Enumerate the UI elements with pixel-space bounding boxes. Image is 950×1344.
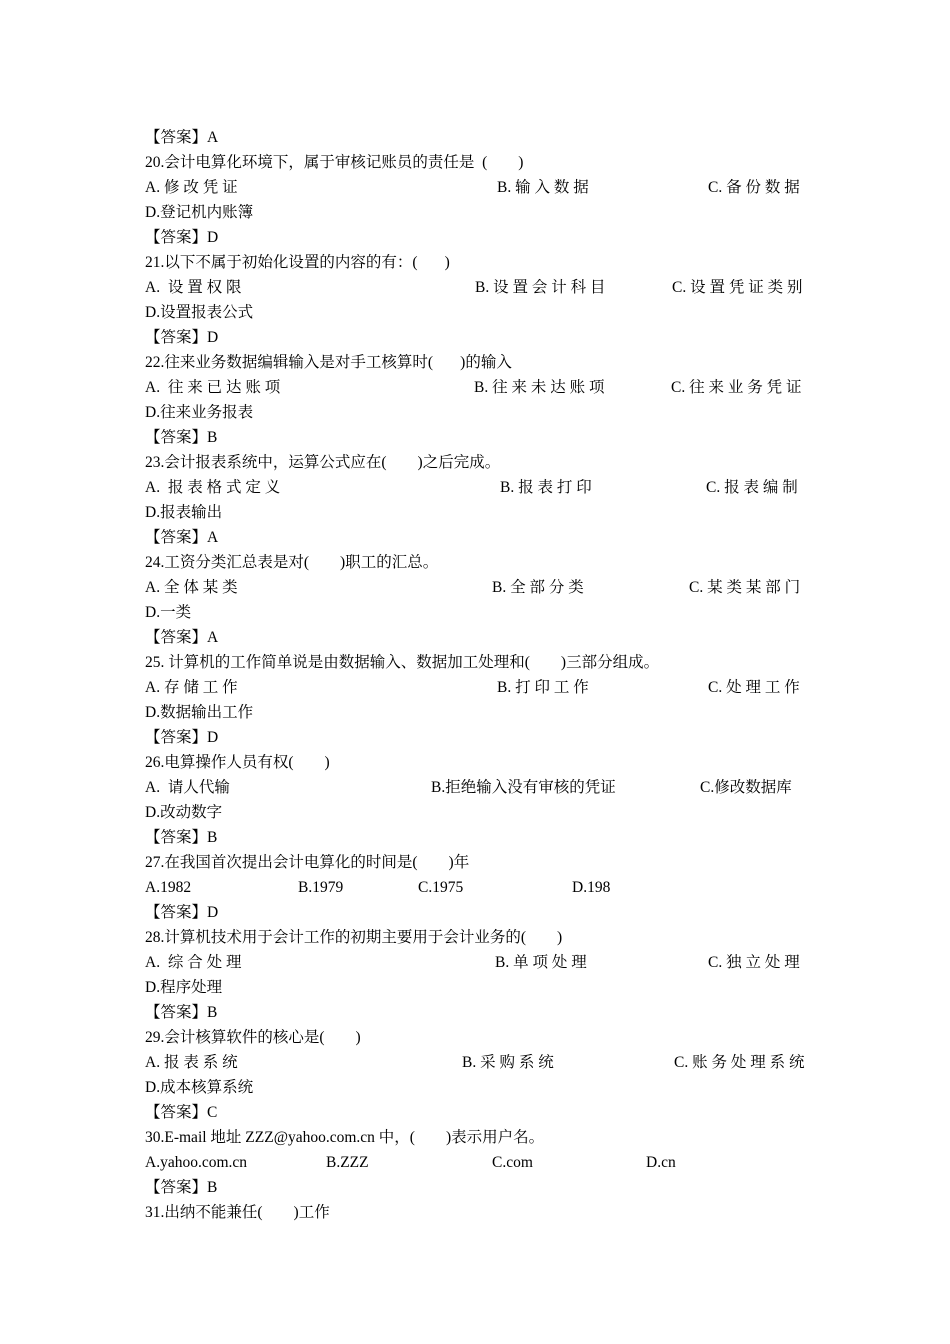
q30-option-a: A.yahoo.com.cn bbox=[145, 1154, 248, 1171]
answer-22: 【答案】B bbox=[145, 429, 218, 446]
q24-option-d: D.一类 bbox=[145, 604, 192, 621]
answer-28: 【答案】B bbox=[145, 1004, 218, 1021]
question-28: 28.计算机技术用于会计工作的初期主要用于会计业务的( ) bbox=[145, 929, 563, 946]
q29-option-a: A. 报 表 系 统 bbox=[145, 1054, 238, 1071]
q20-option-c: C. 备 份 数 据 bbox=[708, 179, 800, 196]
q22-option-c: C. 往 来 业 务 凭 证 bbox=[671, 379, 802, 396]
q25-option-d: D.数据输出工作 bbox=[145, 704, 254, 721]
question-30: 30.E-mail 地址 ZZZ@yahoo.com.cn 中，( )表示用户名。 bbox=[145, 1129, 545, 1146]
q25-option-b: B. 打 印 工 作 bbox=[497, 679, 589, 696]
q21-option-b: B. 设 置 会 计 科 目 bbox=[475, 279, 606, 296]
q22-option-b: B. 往 来 未 达 账 项 bbox=[474, 379, 605, 396]
answer-30: 【答案】B bbox=[145, 1179, 218, 1196]
q28-option-d: D.程序处理 bbox=[145, 979, 223, 996]
q23-option-d: D.报表输出 bbox=[145, 504, 223, 521]
q29-option-d: D.成本核算系统 bbox=[145, 1079, 254, 1096]
question-26: 26.电算操作人员有权( ) bbox=[145, 754, 330, 771]
q21-option-a: A. 设 置 权 限 bbox=[145, 279, 242, 296]
q27-option-c: C.1975 bbox=[418, 879, 464, 896]
q28-option-c: C. 独 立 处 理 bbox=[708, 954, 800, 971]
q30-option-d: D.cn bbox=[646, 1154, 676, 1171]
question-25: 25. 计算机的工作简单说是由数据输入、数据加工处理和( )三部分组成。 bbox=[145, 654, 660, 671]
question-20: 20.会计电算化环境下，属于审核记账员的责任是 ( ) bbox=[145, 154, 524, 171]
q28-option-a: A. 综 合 处 理 bbox=[145, 954, 242, 971]
answer-20: 【答案】D bbox=[145, 229, 219, 246]
q23-option-a: A. 报 表 格 式 定 义 bbox=[145, 479, 281, 496]
answer-26: 【答案】B bbox=[145, 829, 218, 846]
q23-option-b: B. 报 表 打 印 bbox=[500, 479, 592, 496]
q20-option-b: B. 输 入 数 据 bbox=[497, 179, 589, 196]
q24-option-b: B. 全 部 分 类 bbox=[492, 579, 584, 596]
q29-option-b: B. 采 购 系 统 bbox=[462, 1054, 554, 1071]
q26-option-d: D.改动数字 bbox=[145, 804, 223, 821]
q26-option-c: C.修改数据库 bbox=[700, 779, 792, 796]
q22-option-d: D.往来业务报表 bbox=[145, 404, 254, 421]
q29-option-c: C. 账 务 处 理 系 统 bbox=[674, 1054, 805, 1071]
question-21: 21.以下不属于初始化设置的内容的有：( ) bbox=[145, 254, 450, 271]
q27-option-b: B.1979 bbox=[298, 879, 344, 896]
q21-option-c: C. 设 置 凭 证 类 别 bbox=[672, 279, 803, 296]
q27-option-d: D.198 bbox=[572, 879, 611, 896]
question-27: 27.在我国首次提出会计电算化的时间是( )年 bbox=[145, 854, 470, 871]
q23-option-c: C. 报 表 编 制 bbox=[706, 479, 798, 496]
q21-option-d: D.设置报表公式 bbox=[145, 304, 254, 321]
q26-option-b: B.拒绝输入没有审核的凭证 bbox=[431, 779, 616, 796]
q30-option-c: C.com bbox=[492, 1154, 533, 1171]
answer-24: 【答案】A bbox=[145, 629, 219, 646]
q20-option-a: A. 修 改 凭 证 bbox=[145, 179, 238, 196]
q20-option-d: D.登记机内账簿 bbox=[145, 204, 254, 221]
answer-27: 【答案】D bbox=[145, 904, 219, 921]
question-31: 31.出纳不能兼任( )工作 bbox=[145, 1204, 330, 1221]
q25-option-a: A. 存 储 工 作 bbox=[145, 679, 238, 696]
question-24: 24.工资分类汇总表是对( )职工的汇总。 bbox=[145, 554, 439, 571]
answer-19: 【答案】A bbox=[145, 129, 219, 146]
question-29: 29.会计核算软件的核心是( ) bbox=[145, 1029, 361, 1046]
q26-option-a: A. 请人代输 bbox=[145, 779, 230, 796]
q22-option-a: A. 往 来 已 达 账 项 bbox=[145, 379, 281, 396]
q24-option-c: C. 某 类 某 部 门 bbox=[689, 579, 801, 596]
q25-option-c: C. 处 理 工 作 bbox=[708, 679, 800, 696]
q28-option-b: B. 单 项 处 理 bbox=[495, 954, 587, 971]
question-22: 22.往来业务数据编辑输入是对手工核算时( )的输入 bbox=[145, 354, 512, 371]
answer-23: 【答案】A bbox=[145, 529, 219, 546]
q24-option-a: A. 全 体 某 类 bbox=[145, 579, 238, 596]
q27-option-a: A.1982 bbox=[145, 879, 192, 896]
answer-21: 【答案】D bbox=[145, 329, 219, 346]
q30-option-b: B.ZZZ bbox=[326, 1154, 369, 1171]
answer-25: 【答案】D bbox=[145, 729, 219, 746]
answer-29: 【答案】C bbox=[145, 1104, 218, 1121]
question-23: 23.会计报表系统中，运算公式应在( )之后完成。 bbox=[145, 454, 501, 471]
